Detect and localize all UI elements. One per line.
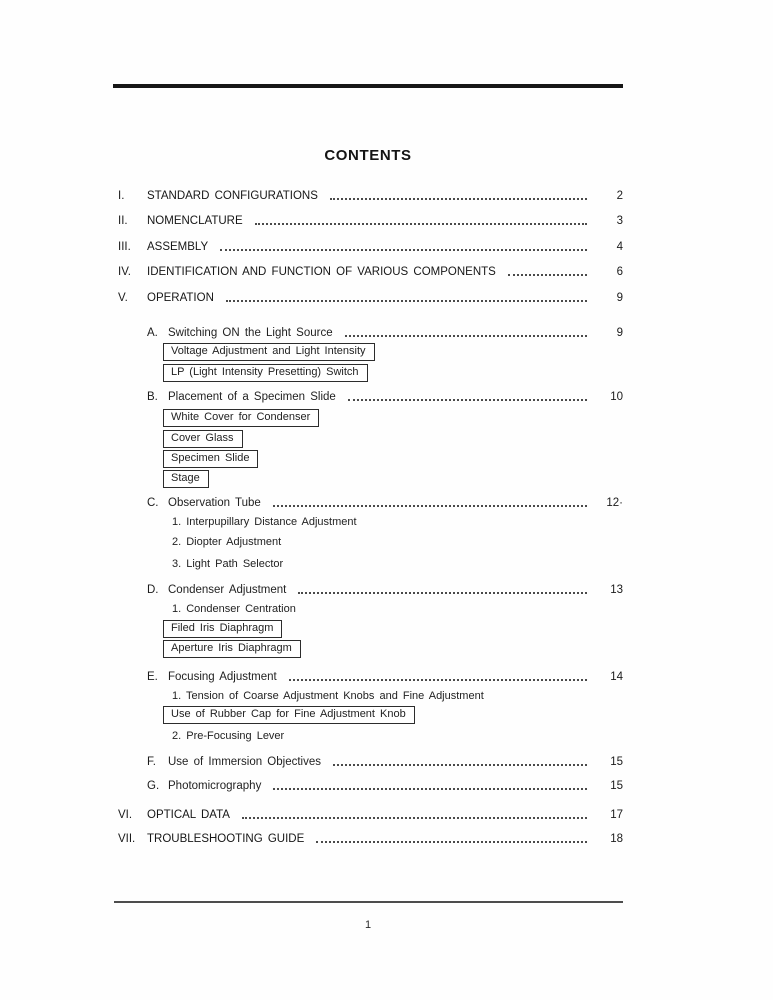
- subsection-letter: D.: [147, 584, 159, 596]
- subsection-title: Placement of a Specimen Slide: [168, 391, 336, 403]
- subsection-title: Focusing Adjustment: [168, 671, 277, 683]
- toc-subsection-row: [113, 670, 623, 684]
- toc-section-row: [113, 214, 623, 228]
- numbered-subitem: 1. Tension of Coarse Adjustment Knobs and Fine Adjustment: [172, 690, 484, 702]
- subsection-page-number: 10: [610, 391, 623, 403]
- section-title: NOMENCLATURE: [147, 215, 243, 227]
- section-numeral: VII.: [118, 833, 136, 845]
- subsection-title: Photomicrography: [168, 780, 262, 792]
- section-page-number: 6: [616, 266, 623, 278]
- toc-content: [113, 0, 623, 1000]
- numbered-subitem: 1. Interpupillary Distance Adjustment: [172, 516, 357, 528]
- section-page-number: 18: [610, 833, 623, 845]
- dot-leader: [330, 198, 587, 200]
- section-numeral: I.: [118, 190, 125, 202]
- section-numeral: V.: [118, 292, 128, 304]
- toc-subsection-row: [113, 755, 623, 769]
- boxed-label-line: [163, 341, 375, 361]
- bottom-rule: [114, 901, 623, 903]
- boxed-label: LP (Light Intensity Presetting) Switch: [163, 364, 368, 382]
- section-page-number: 3: [616, 215, 623, 227]
- boxed-label-line: [163, 468, 209, 488]
- subsection-letter: E.: [147, 671, 158, 683]
- section-numeral: III.: [118, 241, 131, 253]
- subsection-letter: F.: [147, 756, 156, 768]
- boxed-label: Voltage Adjustment and Light Intensity: [163, 343, 375, 361]
- subsection-letter: G.: [147, 780, 160, 792]
- toc-subsection-row: [113, 326, 623, 340]
- subsection-page-number: 15: [610, 780, 623, 792]
- boxed-label: Stage: [163, 470, 209, 488]
- numbered-subitem: 3. Light Path Selector: [172, 558, 284, 570]
- subsection-page-number: 13: [610, 584, 623, 596]
- dot-leader: [226, 300, 587, 302]
- boxed-label-line: [163, 704, 415, 724]
- numbered-subitem: 2. Pre-Focusing Lever: [172, 730, 285, 742]
- toc-subsection-row: [113, 779, 623, 793]
- folio-page-number: 1: [364, 919, 372, 931]
- dot-leader: [333, 764, 587, 766]
- subsection-page-number: 9: [616, 327, 623, 339]
- subsection-letter: B.: [147, 391, 158, 403]
- dot-leader: [273, 788, 587, 790]
- numbered-subitem: 2. Diopter Adjustment: [172, 536, 282, 548]
- boxed-label: White Cover for Condenser: [163, 409, 319, 427]
- subsection-title: Observation Tube: [168, 497, 261, 509]
- toc-section-row: [113, 240, 623, 254]
- boxed-label-line: [163, 618, 282, 638]
- section-numeral: II.: [118, 215, 128, 227]
- toc-section-row: [113, 808, 623, 822]
- dot-leader: [273, 505, 587, 507]
- toc-subsection-row: [113, 583, 623, 597]
- boxed-label-line: [163, 428, 243, 448]
- subsection-title: Use of Immersion Objectives: [168, 756, 321, 768]
- toc-subsection-row: [113, 390, 623, 404]
- boxed-label: Aperture Iris Diaphragm: [163, 640, 301, 658]
- section-title: STANDARD CONFIGURATIONS: [147, 190, 318, 202]
- section-page-number: 2: [616, 190, 623, 202]
- subsection-title: Condenser Adjustment: [168, 584, 287, 596]
- subsection-page-number: 12·: [606, 497, 623, 509]
- dot-leader: [345, 335, 587, 337]
- boxed-label: Use of Rubber Cap for Fine Adjustment Knob: [163, 706, 415, 724]
- boxed-label: Filed Iris Diaphragm: [163, 620, 282, 638]
- section-title: OPTICAL DATA: [147, 809, 230, 821]
- section-page-number: 9: [616, 292, 623, 304]
- toc-section-row: [113, 291, 623, 305]
- dot-leader: [289, 679, 587, 681]
- page-title: CONTENTS: [324, 147, 412, 164]
- section-page-number: 4: [616, 241, 623, 253]
- section-numeral: VI.: [118, 809, 133, 821]
- dot-leader: [298, 592, 587, 594]
- numbered-subitem: 1. Condenser Centration: [172, 603, 296, 615]
- subsection-page-number: 15: [610, 756, 623, 768]
- toc-subsection-row: [113, 496, 623, 510]
- section-title: IDENTIFICATION AND FUNCTION OF VARIOUS COMPONENTS: [147, 266, 496, 278]
- section-title: ASSEMBLY: [147, 241, 209, 253]
- dot-leader: [255, 223, 587, 225]
- subsection-page-number: 14: [610, 671, 623, 683]
- dot-leader: [316, 841, 587, 843]
- boxed-label-line: [163, 362, 368, 382]
- boxed-label: Cover Glass: [163, 430, 243, 448]
- toc-section-row: [113, 189, 623, 203]
- dot-leader: [220, 249, 587, 251]
- boxed-label-line: [163, 448, 258, 468]
- boxed-label-line: [163, 407, 319, 427]
- subsection-letter: A.: [147, 327, 158, 339]
- dot-leader: [242, 817, 587, 819]
- boxed-label: Specimen Slide: [163, 450, 258, 468]
- section-page-number: 17: [610, 809, 623, 821]
- toc-section-row: [113, 832, 623, 846]
- dot-leader: [508, 274, 587, 276]
- section-title: OPERATION: [147, 292, 214, 304]
- dot-leader: [348, 399, 587, 401]
- toc-section-row: [113, 265, 623, 279]
- subsection-title: Switching ON the Light Source: [168, 327, 333, 339]
- section-numeral: IV.: [118, 266, 132, 278]
- section-title: TROUBLESHOOTING GUIDE: [147, 833, 305, 845]
- subsection-letter: C.: [147, 497, 159, 509]
- boxed-label-line: [163, 638, 301, 658]
